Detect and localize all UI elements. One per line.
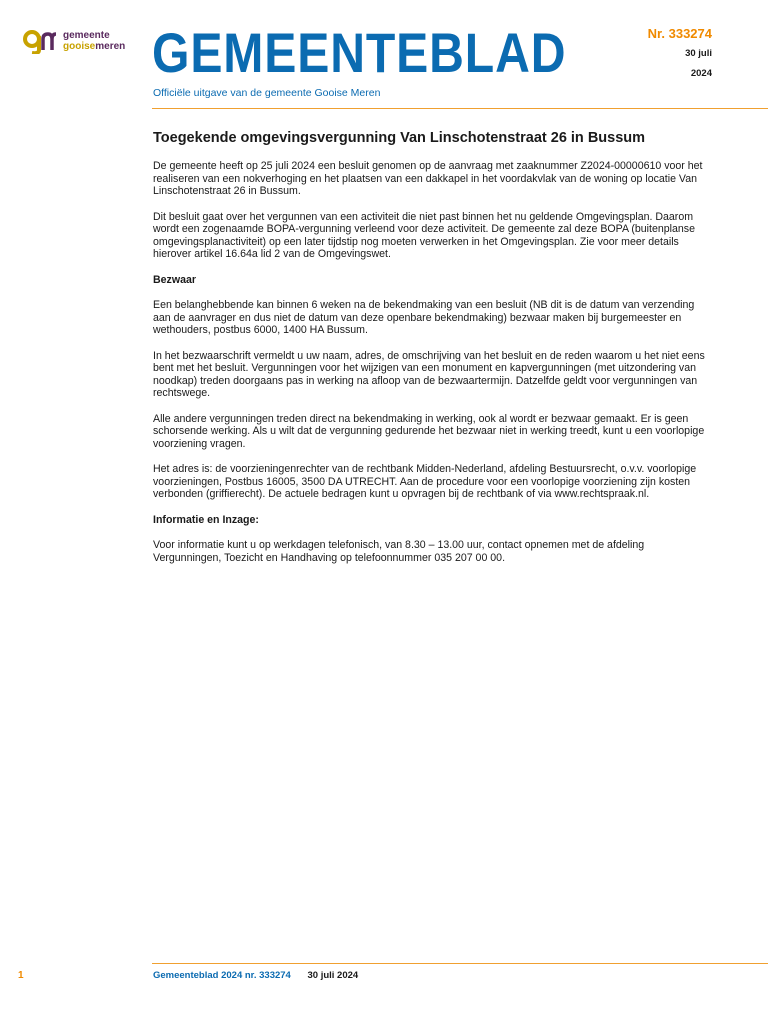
- heading-information: Informatie en Inzage:: [153, 513, 259, 526]
- footer-publication: Gemeenteblad 2024 nr. 333274: [153, 970, 291, 981]
- paragraph-objection-content: In het bezwaarschrift vermeldt u uw naam, adres, de omschrijving van het besluit en de reden waarom u het niet eens bent met het besluit. Vergunningen voor het wijzigen van een monument en kapvergunningen (met uitzondering van noodkap) treden doorgaans pas in werking na afloop van de bezwaartermijn. Datzelfde geldt voor vergunningen van rechtswege.: [153, 349, 705, 399]
- paragraph-bopa: Dit besluit gaat over het vergunnen van een activiteit die niet past binnen het nu geldende Omgevingsplan. Daarom wordt een zogenaamde BOPA-vergunning verleend voor deze activiteit. De gemeente zal deze BOPA (buitenplanse omgevingsplanactiviteit) op een later tijdstip nog moeten verwerken in het Omgevingsplan. Zie voor meer details hierover artikel 16.64a lid 2 van de Omgevingswet.: [153, 210, 695, 260]
- masthead-title: GEMEENTEBLAD: [152, 21, 567, 84]
- paragraph-contact: Voor informatie kunt u op werkdagen telefonisch, van 8.30 – 13.00 uur, contact opnemen met de afdeling Vergunningen, Toezicht en Handhaving op telefoonnummer 035 207 00 00.: [153, 539, 645, 564]
- paragraph-court-address: Het adres is: de voorzieningenrechter van de rechtbank Midden-Nederland, afdeling Bestuursrecht, o.v.v. voorlopige voorzieningen, Postbus 16005, 3500 DA UTRECHT. Aan de procedure voor een voorlopige voorziening zijn kosten verbonden (griffierecht). De actuele bedragen kunt u opvragen bij de rechtbank of via www.rechtspraak.nl.: [153, 463, 697, 500]
- logo-wordmark: [63, 30, 125, 52]
- footer-date: 30 juli 2024: [307, 970, 359, 981]
- municipality-logo: [23, 28, 125, 54]
- footer: [153, 970, 358, 981]
- issue-date: 30 juli: [685, 48, 712, 59]
- paragraph-objection-term: Een belanghebbende kan binnen 6 weken na de bekendmaking van een besluit (NB dit is de datum van verzending aan de aanvrager en dus niet de datum van deze openbare bekendmaking) bezwaar maken bij burgemeester en wethouders, postbus 6000, 1400 HA Bussum.: [153, 299, 695, 336]
- masthead-subtitle: Officiële uitgave van de gemeente Gooise Meren: [153, 87, 381, 99]
- logo-line-2-part-2: meren: [95, 41, 126, 52]
- issue-number: Nr. 333274: [647, 26, 712, 41]
- paragraph-decision: De gemeente heeft op 25 juli 2024 een besluit genomen op de aanvraag met zaaknummer Z2024-00000610 voor het realiseren van een nokverhoging en het plaatsen van een dakkapel in het voordakvlak van de woning op locatie Van Linschotenstraat 26 in Bussum.: [153, 160, 703, 197]
- logo-line-2-part-1: gooise: [63, 41, 96, 52]
- article-title: Toegekende omgevingsvergunning Van Linschotenstraat 26 in Bussum: [153, 130, 646, 146]
- issue-info: [648, 26, 712, 79]
- logo-line-1: gemeente: [63, 30, 110, 41]
- header-divider: [152, 108, 768, 109]
- gm-logo-mark-icon: [23, 28, 59, 54]
- issue-year: 2024: [690, 68, 712, 79]
- logo-line-2: [63, 41, 125, 52]
- page-number: 1: [18, 970, 24, 981]
- footer-divider: [152, 963, 768, 964]
- article: [153, 130, 713, 577]
- heading-bezwaar: Bezwaar: [153, 273, 196, 286]
- paragraph-effect: Alle andere vergunningen treden direct na bekendmaking in werking, ook al wordt er bezwaar gemaakt. Er is geen schorsende werking. Als u wilt dat de vergunning gedurende het bezwaar niet in werking treedt, kunt u een voorlopige voorziening vragen.: [153, 412, 705, 450]
